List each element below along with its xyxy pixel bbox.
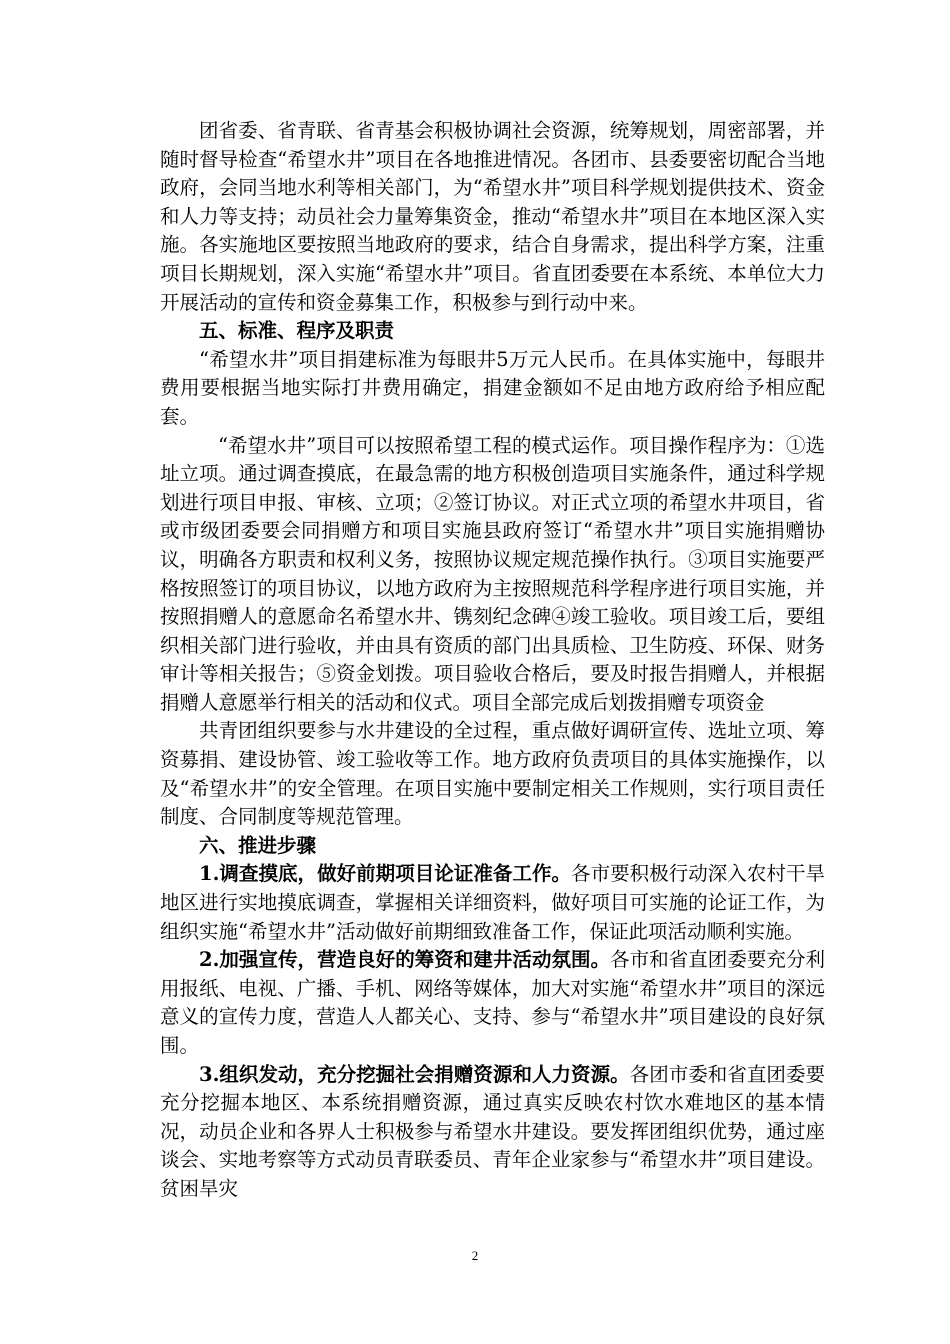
- step-item: [160, 946, 825, 1060]
- step-lead: 1.调查摸底，做好前期项目论证准备工作。: [199, 862, 572, 886]
- page-number: 2: [471, 1248, 479, 1263]
- paragraph-standard: “希望水井”项目捐建标准为每眼井5万元人民币。在具体实施中，每眼井费用要根据当地实际打井费用确定，捐建金额如不足由地方政府给予相应配套。: [160, 347, 825, 428]
- section-heading-standards: 五、标准、程序及职责: [199, 319, 395, 343]
- step-lead: 2.加强宣传，营造良好的筹资和建井活动氛围。: [199, 948, 611, 972]
- paragraph-coordination: 团省委、省青联、省青基会积极协调社会资源，统筹规划，周密部署，并随时督导检查“希望水井”项目在各地推进情况。各团市、县委要密切配合当地政府，会同当地水利等相关部门，为“希望水井”项目科学规划提供技术、资金和人力等支持；动员社会力量筹集资金，推动“希望水井”项目在本地区深入实施。各实施地区要按照当地政府的要求，结合自身需求，提出科学方案，注重项目长期规划，深入实施“希望水井”项目。省直团委要在本系统、本单位大力开展活动的宣传和资金募集工作，积极参与到行动中来。: [160, 119, 825, 314]
- step-item: [160, 860, 825, 946]
- step-item: [160, 1061, 825, 1204]
- paragraph-procedure: “希望水井”项目可以按照希望工程的模式运作。项目操作程序为：①选址立项。通过调查摸底，在最急需的地方积极创造项目实施条件，通过科学规划进行项目申报、审核、立项；②签订协议。对正式立项的希望水井项目，省或市级团委要会同捐赠方和项目实施县政府签订“希望水井”项目实施捐赠协议，明确各方职责和权利义务，按照协议规定规范操作执行。③项目实施要严格按照签订的项目协议，以地方政府为主按照规范科学程序进行项目实施，并按照捐赠人的意愿命名希望水井、镌刻纪念碑④竣工验收。项目竣工后，要组织相关部门进行验收，并由具有资质的部门出具质检、卫生防疫、环保、财务审计等相关报告；⑤资金划拨。项目验收合格后，要及时报告捐赠人，并根据捐赠人意愿举行相关的活动和仪式。项目全部完成后划拨捐赠专项资金: [160, 433, 825, 714]
- step-text: 各市和省直团委要充分利用报纸、电视、广播、手机、网络等媒体，加大对实施“希望水井”项目的深远意义的宣传力度，营造人人都关心、支持、参与“希望水井”项目建设的良好氛围。: [160, 948, 825, 1057]
- step-lead: 3.组织发动，充分挖掘社会捐赠资源和人力资源。: [199, 1062, 630, 1086]
- document-body: [160, 117, 825, 1204]
- step-text: 各团市委和省直团委要充分挖掘本地区、本系统捐赠资源，通过真实反映农村饮水难地区的基本情况，动员企业和各界人士积极参与希望水井建设。要发挥团组织优势，通过座谈会、实地考察等方式动员青联委员、青年企业家参与“希望水井”项目建设。贫困旱灾: [160, 1062, 825, 1200]
- step-text: 各市要积极行动深入农村干旱地区进行实地摸底调查，掌握相关详细资料，做好项目可实施的论证工作，为组织实施“希望水井”活动做好前期细致准备工作，保证此项活动顺利实施。: [160, 862, 825, 943]
- paragraph-responsibility: 共青团组织要参与水井建设的全过程，重点做好调研宣传、选址立项、筹资募捐、建设协管、竣工验收等工作。地方政府负责项目的具体实施操作，以及“希望水井”的安全管理。在项目实施中要制定相关工作规则，实行项目责任制度、合同制度等规范管理。: [160, 719, 825, 829]
- section-heading-steps: 六、推进步骤: [199, 833, 317, 857]
